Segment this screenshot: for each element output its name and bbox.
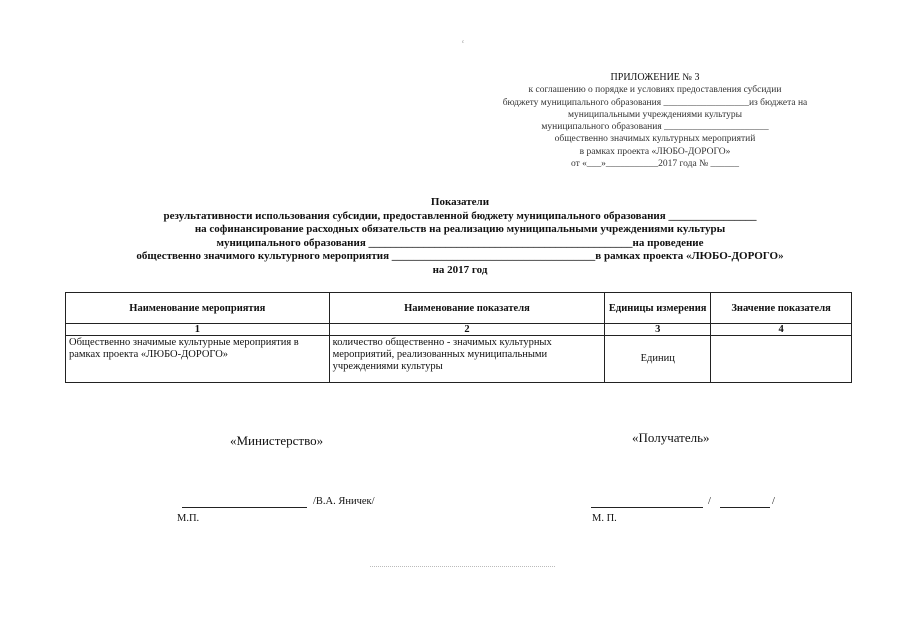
- column-number: 3: [605, 324, 711, 336]
- document-title: [60, 196, 860, 277]
- column-header: Наименование показателя: [329, 293, 605, 324]
- appendix-line: к соглашению о порядке и условиях предоставления субсидии: [528, 85, 782, 96]
- column-number: 1: [66, 324, 330, 336]
- column-number-row: [66, 324, 852, 336]
- appendix-line: бюджету муниципального образования __________________из бюджета на: [502, 97, 808, 108]
- appendix-line: общественно значимых культурных мероприятий: [554, 134, 756, 145]
- column-header: Значение показателя: [711, 293, 852, 324]
- column-header: Единицы измерения: [605, 293, 711, 324]
- recipient-separator: /: [708, 496, 711, 507]
- appendix-line: муниципального образования ______________________: [541, 122, 769, 133]
- appendix-line: муниципальными учреждениями культуры: [567, 109, 743, 120]
- appendix-line: от «___»___________2017 года № ______: [570, 159, 740, 170]
- scan-artifact: [370, 566, 555, 567]
- event-cell: Общественно значимые культурные мероприятия в рамках проекта «ЛЮБО-ДОРОГО»: [66, 336, 330, 383]
- title-line: на 2017 год: [432, 263, 488, 276]
- recipient-separator: /: [772, 496, 775, 507]
- ministry-seal: М.П.: [177, 513, 200, 524]
- title-line: результативности использования субсидии, предоставленной бюджету муниципального образования ________________: [163, 209, 757, 222]
- title-line: на софинансирование расходных обязательств на реализацию муниципальными учреждениями культуры: [194, 223, 726, 235]
- ministry-signatory: /В.А. Яничек/: [313, 496, 375, 507]
- appendix-title: ПРИЛОЖЕНИЕ № 3: [610, 72, 700, 83]
- ministry-label: «Министерство»: [230, 433, 324, 448]
- title-line: Показатели: [430, 196, 490, 208]
- title-line: муниципального образования ________________________________________________на проведение: [216, 236, 704, 249]
- recipient-seal: М. П.: [592, 513, 617, 524]
- page-mark: с: [462, 40, 465, 45]
- title-line: общественно значимого культурного мероприятия _____________________________________в рамках проекта «ЛЮБО-ДОРОГО»: [136, 250, 784, 262]
- table-header-row: [66, 293, 852, 324]
- value-cell: [711, 336, 852, 383]
- recipient-signature-line: [591, 507, 703, 508]
- appendix-header: [420, 72, 890, 170]
- indicators-table: [65, 292, 852, 383]
- recipient-name-line: [720, 507, 770, 508]
- column-header: Наименование мероприятия: [66, 293, 330, 324]
- indicator-cell: количество общественно - значимых культурных мероприятий, реализованных муниципальными учреждениями культуры: [329, 336, 605, 383]
- table-row: [66, 336, 852, 383]
- ministry-signature-line: [182, 507, 307, 508]
- appendix-line: в рамках проекта «ЛЮБО-ДОРОГО»: [579, 146, 731, 157]
- column-number: 4: [711, 324, 852, 336]
- recipient-label: «Получатель»: [632, 430, 710, 445]
- unit-cell: Единиц: [605, 336, 711, 383]
- column-number: 2: [329, 324, 605, 336]
